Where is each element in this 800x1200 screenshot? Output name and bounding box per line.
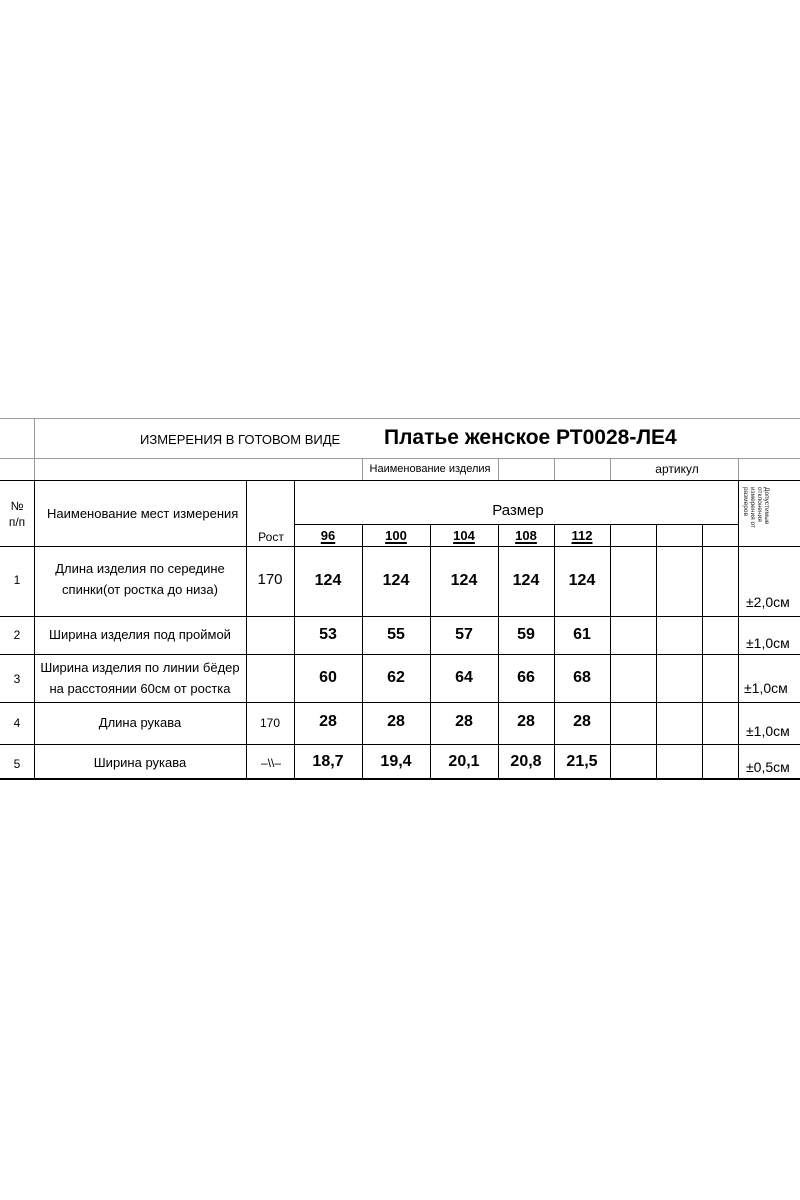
grid-line: [738, 480, 739, 780]
row-number: 5: [13, 757, 21, 771]
column-number-label: № п/п: [8, 499, 26, 529]
row-value: 28: [319, 713, 337, 730]
grid-line: [246, 480, 247, 780]
row-number: 3: [13, 672, 21, 686]
grid-line: [610, 524, 611, 780]
row-value: 124: [512, 572, 540, 589]
grid-line: [554, 458, 555, 480]
row-value: 57: [455, 626, 473, 643]
row-name: Ширина изделия по линии бёдер на расстоянии 60см от ростка: [40, 660, 240, 696]
grid-line: [498, 458, 499, 480]
row-value: 28: [517, 713, 535, 730]
row-tolerance: ±1,0см: [744, 680, 788, 696]
grid-line: [0, 702, 800, 703]
row-value: 66: [517, 669, 535, 686]
size-header: 108: [515, 528, 537, 543]
measurement-sheet: [0, 418, 800, 780]
grid-line: [430, 524, 431, 780]
row-value: 55: [387, 626, 405, 643]
column-height: Рост: [258, 530, 284, 544]
row-value: 59: [517, 626, 535, 643]
row-value: 21,5: [566, 753, 598, 770]
grid-line: [738, 458, 739, 480]
grid-line: [34, 480, 35, 780]
size-header: 104: [453, 528, 475, 543]
grid-line: [0, 654, 800, 655]
grid-line: [362, 458, 363, 480]
row-value: 124: [382, 572, 410, 589]
row-value: 20,8: [510, 753, 542, 770]
grid-line: [498, 524, 499, 780]
row-tolerance: ±1,0см: [746, 723, 790, 739]
row-value: 53: [319, 626, 337, 643]
measurements-caption: ИЗМЕРЕНИЯ В ГОТОВОМ ВИДЕ: [140, 432, 341, 447]
row-height: 170: [257, 571, 283, 588]
size-header: 112: [571, 528, 593, 543]
row-number: 4: [13, 716, 21, 730]
grid-line: [0, 418, 800, 419]
article-label: артикул: [655, 462, 699, 476]
row-tolerance: ±1,0см: [746, 635, 790, 651]
column-size-group: Размер: [492, 502, 544, 519]
column-tolerance: Допустимые отклонения измерения от размеров: [742, 487, 770, 528]
row-value: 124: [314, 572, 342, 589]
grid-line: [0, 458, 800, 459]
row-tolerance: ±0,5см: [746, 759, 790, 775]
grid-line: [0, 778, 800, 780]
row-height: 170: [259, 716, 281, 730]
grid-line: [0, 744, 800, 745]
row-value: 124: [568, 572, 596, 589]
row-value: 60: [319, 669, 337, 686]
grid-line: [554, 524, 555, 780]
row-value: 124: [450, 572, 478, 589]
row-value: 28: [455, 713, 473, 730]
grid-line: [0, 480, 800, 481]
row-value: 20,1: [448, 753, 480, 770]
grid-line: [34, 418, 35, 480]
grid-line: [0, 546, 800, 547]
row-value: 19,4: [380, 753, 412, 770]
column-place-name: Наименование мест измерения: [47, 506, 239, 521]
row-name: Длина рукава: [98, 715, 182, 730]
size-header: 96: [320, 528, 336, 543]
row-value: 28: [387, 713, 405, 730]
row-tolerance: ±2,0см: [746, 594, 790, 610]
row-value: 62: [387, 669, 405, 686]
row-name: Ширина рукава: [93, 755, 187, 770]
product-name-label: Наименование изделия: [369, 463, 491, 475]
grid-line: [702, 524, 703, 780]
row-number: 2: [13, 628, 21, 642]
grid-line: [0, 616, 800, 617]
grid-line: [610, 458, 611, 480]
grid-line: [656, 524, 657, 780]
row-value: 64: [455, 669, 473, 686]
size-header: 100: [385, 528, 407, 543]
row-value: 18,7: [312, 753, 344, 770]
row-value: 28: [573, 713, 591, 730]
grid-line: [294, 524, 738, 525]
row-name: Ширина изделия под проймой: [49, 627, 231, 642]
grid-line: [362, 524, 363, 780]
row-value: 61: [573, 626, 591, 643]
product-title: Платье женское РТ0028-ЛЕ4: [384, 426, 677, 449]
row-value: 68: [573, 669, 591, 686]
row-number: 1: [13, 573, 21, 587]
row-height: –\\–: [260, 756, 282, 770]
row-name: Длина изделия по середине спинки(от ростка до низа): [55, 561, 225, 597]
grid-line: [294, 480, 295, 780]
